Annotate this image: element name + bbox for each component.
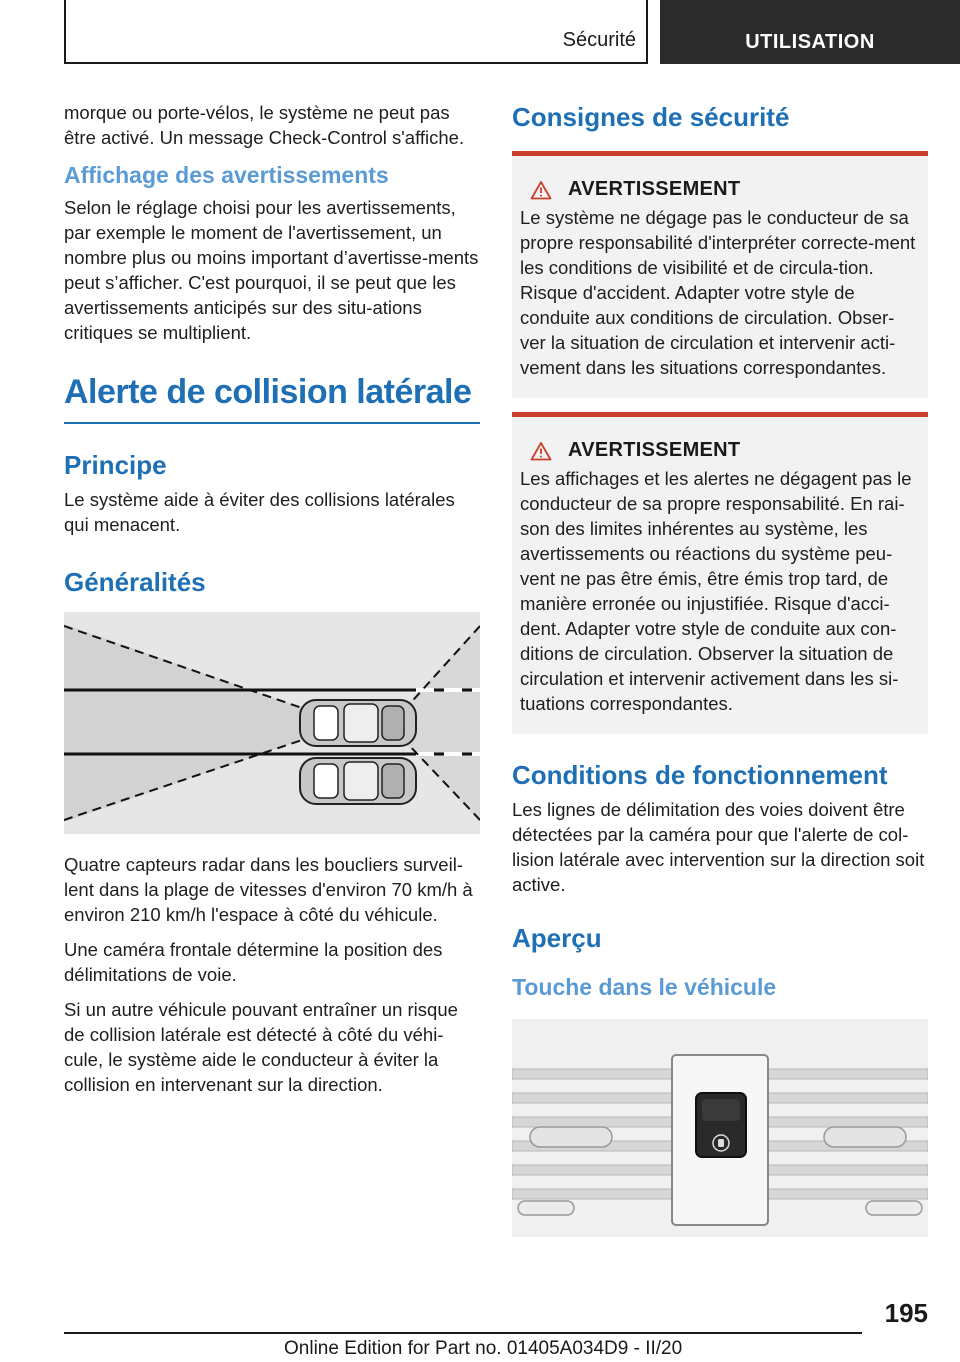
heading-principe: Principe [64,450,167,480]
warning-label-2: AVERTISSEMENT [568,439,741,461]
paragraph-affichage: Selon le réglage choisi pour les avertissements, par exemple le moment de l'avertissement, un nombre plus ou moins important d’avertisse-ments peut s’afficher. C'est pourquoi, il se peut que les avertissements anticipés sur des situ-ations critiques se multiplient. [64,197,479,343]
warning-text-1: Le système ne dégage pas le conducteur de sa propre responsabilité d'interpréter correcte-ment les conditions de visibilité et de circula-tion. Risque d'accident. Adapter votre style de conduite aux conditions de circulation. Obser-ver la situation de circulation et intervenir acti-vement dans les situations correspondantes. [520,207,916,378]
paragraph-camera: Une caméra frontale détermine la position des délimitations de voie. [64,939,443,985]
right-column [512,102,928,1237]
footer-divider [64,1332,862,1334]
heading-apercu: Aperçu [512,923,602,953]
vehicle-button-illustration [512,1019,928,1237]
header-section-box [64,0,648,64]
car-top-illustration [300,700,416,746]
car-top-illustration-2 [300,758,416,804]
header-section-title: Sécurité [562,29,636,51]
paragraph-conditions: Les lignes de délimitation des voies doivent être détectées par la caméra pour que l'alerte de col-lision latérale avec intervention sur la direction soit active. [512,799,925,895]
paragraph-autre-vehicule: Si un autre véhicule pouvant entraîner un risque de collision latérale est détecté à côté du véhi-cule, le système aide le conducteur à éviter la collision en intervenant sur la direction. [64,999,458,1095]
heading-consignes: Consignes de sécurité [512,102,790,132]
heading-conditions: Conditions de fonctionnement [512,760,888,790]
header-chapter-title: UTILISATION [745,31,875,53]
footer-edition: Online Edition for Part no. 01405A034D9 - II/20 [284,1338,683,1359]
paragraph-principe: Le système aide à éviter des collisions latérales qui menacent. [64,489,455,535]
warning-triangle-icon [530,180,552,200]
header-chapter-tab [660,0,960,64]
road-radar-illustration [64,612,480,834]
page-number: 195 [884,1298,928,1328]
warning-label-1: AVERTISSEMENT [568,178,741,200]
warning-triangle-icon [530,441,552,461]
heading-affichage: Affichage des avertissements [64,162,389,188]
heading-generalites: Généralités [64,567,206,597]
warning-text-2: Les affichages et les alertes ne dégagent pas le conducteur de sa propre responsabilité. En rai-son des limites inhérentes au système, les avertissements ou réactions du système peu-vent ne pas être émis, être émis trop tard, de manière erronée ou injustifiée. Risque d'acci-dent. Adapter votre style de conduite aux con-ditions de circulation. Observer la situation de circulation et intervenir activement dans les si-tuations correspondantes. [520,468,912,714]
heading-touche: Touche dans le véhicule [512,974,777,1000]
warning-box-1 [512,151,928,398]
intro-paragraph: morque ou porte-vélos, le système ne peut pas être activé. Un message Check-Control s'affiche. [64,102,465,148]
left-column [64,100,480,1107]
paragraph-capteurs: Quatre capteurs radar dans les boucliers surveil-lent dans la plage de vitesses d'environ 70 km/h à environ 210 km/h l'espace à côté du véhicule. [64,854,473,925]
side-collision-button-icon [696,1093,746,1157]
warning-box-2 [512,412,928,734]
heading-alerte-collision: Alerte de collision latérale [64,373,480,424]
